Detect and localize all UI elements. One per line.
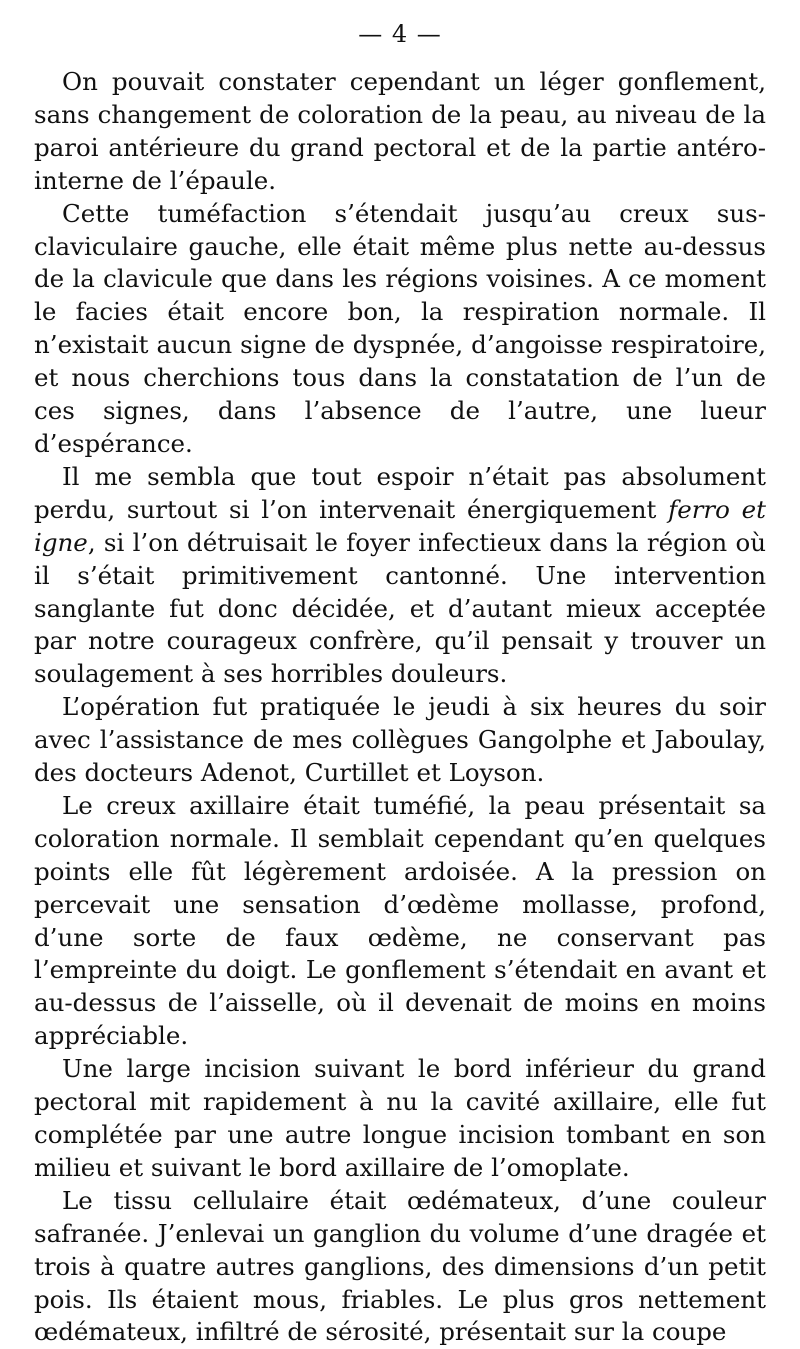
paragraph-3-text-before: Il me sembla que tout espoir n’était pas absolument perdu, surtout si l’on intervenait énergiquement — [34, 461, 766, 524]
paragraph-2: Cette tuméfaction s’étendait jusqu’au creux sus-claviculaire gauche, elle était même plus nette au-dessus de la clavicule que dans les régions voisines. A ce moment le facies était encore bon, la respiration normale. Il n’existait aucun signe de dyspnée, d’angoisse respiratoire, et nous cherchions tous dans la constatation de l’un de ces signes, dans l’absence de l’autre, une lueur d’espérance. — [34, 198, 766, 458]
paragraph-6: Une large incision suivant le bord inférieur du grand pectoral mit rapidement à nu la cavité axillaire, elle fut complétée par une autre longue incision tombant en son milieu et suivant le bord axillaire de l’omoplate. — [34, 1054, 766, 1182]
paragraph-1: On pouvait constater cependant un léger gonflement, sans changement de coloration de la peau, au niveau de la paroi antérieure du grand pectoral et de la partie antéro-interne de l’épaule. — [34, 67, 766, 195]
paragraph-3-text-after: , si l’on détruisait le foyer infectieux dans la région où il s’était primitivement cantonné. Une intervention sanglante fut donc décidée, et d’autant mieux acceptée par notre courageux confrère, qu’il pensait y trouver un soulagement à ses horribles douleurs. — [34, 527, 766, 689]
paragraph-5: Le creux axillaire était tuméfié, la peau présentait sa coloration normale. Il semblait cependant qu’en quelques points elle fût légèrement ardoisée. A la pression on percevait une sensation d’œdème mollasse, profond, d’une sorte de faux œdème, ne conservant pas l’empreinte du doigt. Le gonflement s’étendait en avant et au-dessus de l’aisselle, où il devenait de moins en moins appréciable. — [34, 790, 766, 1051]
latin-phrase-italic: ferro et igne — [34, 494, 766, 557]
paragraph-4: L’opération fut pratiquée le jeudi à six heures du soir avec l’assistance de mes collègues Gangolphe et Jaboulay, des docteurs Adenot, Curtillet et Loyson. — [34, 692, 766, 788]
paragraph-3 — [34, 461, 766, 691]
page-number: — 4 — — [358, 20, 442, 48]
paragraph-7: Le tissu cellulaire était œdémateux, d’une couleur safranée. J’enlevai un ganglion du volume d’une dragée et trois à quatre autres ganglions, des dimensions d’un petit pois. Ils étaient mous, friables. Le plus gros nettement œdémateux, infiltré de sérosité, présentait sur la coupe — [34, 1185, 766, 1347]
